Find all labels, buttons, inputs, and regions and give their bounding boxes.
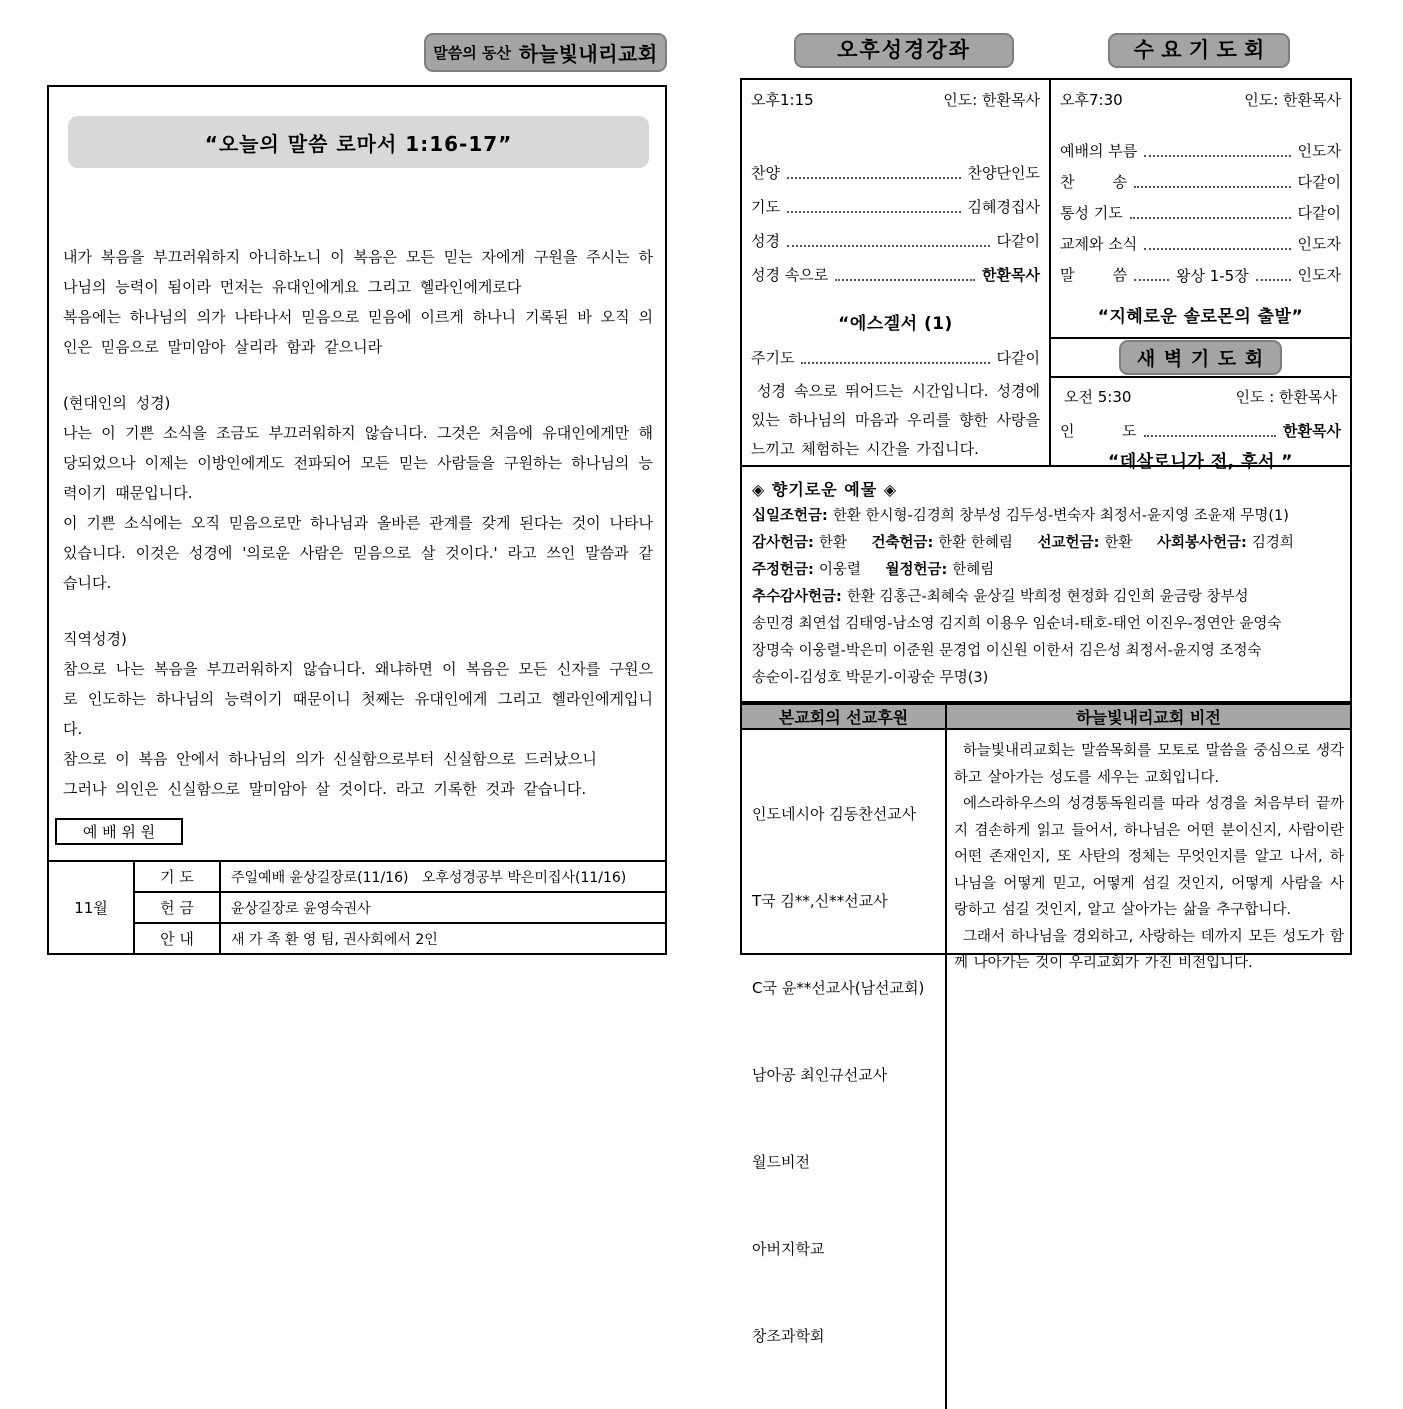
modern-version-label: (현대인의 성경) (63, 394, 171, 412)
offering-label: 월정헌금: (885, 562, 948, 578)
offering-line (752, 530, 1340, 557)
service-time: 오후7:30 (1060, 91, 1123, 109)
dawn-prayer-badge: 새 벽 기 도 회 (1119, 340, 1282, 375)
scripture-paragraph: 복음에는 하나님의 의가 나타나서 믿음으로 믿음에 이르게 하나니 기록된 바 오직 의인은 믿음으로 말미암아 살리라 함과 같으니라 (63, 308, 653, 356)
dotted-leader (787, 177, 961, 179)
program-label: 찬 송 (1060, 173, 1128, 191)
sermon-title: “에스겔서 (1) (838, 314, 953, 334)
badge-church-name: 하늘빛내리교회 (518, 42, 658, 66)
dotted-leader (1256, 279, 1291, 281)
sermon-title: “데살로니가 전, 후서 ” (1108, 452, 1293, 472)
services-grid (740, 78, 1352, 472)
offering-label: 감사헌금: (752, 535, 814, 551)
dotted-leader (835, 279, 975, 281)
committee-row-value: 새 가 족 환 영 팀, 권사회에서 2인 (231, 931, 438, 948)
dotted-leader (1144, 248, 1290, 250)
offering-line (752, 584, 1340, 611)
list-item: T국 김**,신**선교사 (752, 892, 888, 910)
offering-line: 송민경 최연섭 김태영-남소영 김지희 이용우 임순녀-태호-태언 이진우-정연안 윤영숙 (752, 616, 1282, 632)
offering-line (752, 557, 1340, 584)
committee-month-cell: 11월 (49, 862, 135, 953)
program-value: 다같이 (1297, 204, 1341, 222)
committee-row-value: 주일예배 윤상길장로(11/16) 오후성경공부 박은미집사(11/16) (231, 869, 627, 886)
dotted-leader (1134, 186, 1290, 188)
program-value: 다같이 (1297, 173, 1341, 191)
wednesday-dawn-section (1051, 80, 1350, 472)
offering-names: 한환 한시형-김경희 창부성 김두성-변숙자 최정서-윤지영 조윤재 무명(1) (832, 508, 1289, 524)
literal-version-label: 직역성경) (63, 630, 127, 648)
dotted-leader (1144, 155, 1290, 157)
program-row (1060, 233, 1341, 254)
program-label: 인 도 (1060, 422, 1137, 440)
program-row (751, 162, 1040, 183)
offerings-title: ◈ 향기로운 예물 ◈ (752, 480, 898, 499)
dotted-leader (1130, 217, 1291, 219)
program-label: 성경 속으로 (751, 266, 829, 284)
offering-label: 선교헌금: (1037, 535, 1100, 551)
program-value: 한환목사 (982, 266, 1040, 284)
table-row (135, 862, 665, 893)
dotted-leader (1134, 279, 1169, 281)
offering-names: 이웅렬 (818, 562, 861, 578)
scripture-paragraph: 내가 복음을 부끄러워하지 아니하노니 이 복음은 모든 믿는 자에게 구원을 주시는 하나님의 능력이 됨이라 먼저는 유대인에게요 그리고 헬라인에게로다 (63, 248, 653, 296)
program-row (751, 264, 1040, 285)
list-item: C국 윤**선교사(남선교회) (752, 979, 925, 997)
program-label: 말 씀 (1060, 266, 1128, 284)
committee-row-value: 윤상길장로 윤영숙권사 (231, 900, 371, 917)
offerings-section (740, 467, 1352, 703)
program-label: 통성 기도 (1060, 204, 1123, 222)
committee-row-label: 안 내 (135, 924, 221, 953)
offering-names: 한환 (1104, 535, 1133, 551)
program-label: 예배의 부름 (1060, 142, 1138, 160)
program-value: 인도자 (1297, 142, 1341, 160)
todays-word-title: “오늘의 말씀 로마서 1:16-17” (68, 116, 649, 168)
committee-row-label: 기 도 (135, 862, 221, 891)
mission-vision-table (740, 703, 1352, 1345)
program-value: 한환목사 (1283, 422, 1341, 440)
dotted-leader (787, 211, 961, 213)
literal-version-paragraph: 그러나 의인은 신실함으로 말미암아 살 것이다. 라고 기록한 것과 같습니다. (63, 780, 587, 798)
program-value: 인도자 (1297, 235, 1341, 253)
service-time: 오전 5:30 (1064, 388, 1132, 406)
vision-paragraph: 하늘빛내리교회는 말씀목회를 모토로 말씀을 중심으로 생각하고 살아가는 성도를 세우는 교회입니다. (954, 743, 1344, 786)
program-value: 인도자 (1297, 266, 1342, 284)
offering-names: 한혜림 (952, 562, 995, 578)
program-value: 다같이 (996, 232, 1040, 250)
offering-line (752, 503, 1340, 530)
program-label: 기도 (751, 198, 780, 216)
program-label: 주기도 (751, 349, 795, 367)
list-item: 월드비전 (752, 1153, 810, 1171)
offering-label: 사회봉사헌금: (1157, 535, 1247, 551)
offering-label: 추수감사헌금: (752, 589, 842, 605)
sermon-title: “지혜로운 솔로몬의 출발” (1097, 307, 1304, 327)
dotted-leader (801, 362, 989, 364)
class-description: 성경 속으로 뛰어드는 시간입니다. 성경에 있는 하나님의 마음과 우리를 향한 사랑을 느끼고 체험하는 시간을 가집니다. (751, 382, 1040, 458)
program-row (1060, 202, 1341, 223)
offering-label: 주정헌금: (752, 562, 814, 578)
offering-label: 십일조헌금: (752, 508, 828, 524)
mission-support-list (742, 730, 947, 1409)
church-vision-header: 하늘빛내리교회 비전 (947, 705, 1350, 728)
offering-names: 한환 한혜림 (938, 535, 1013, 551)
service-time: 오후1:15 (751, 91, 814, 109)
program-scripture-ref: 왕상 1-5장 (1175, 267, 1249, 285)
dotted-leader (787, 245, 990, 247)
list-item: 창조과학회 (752, 1327, 825, 1345)
list-item: 아버지학교 (752, 1240, 825, 1258)
committee-row-label: 헌 금 (135, 893, 221, 922)
afternoon-bible-class-section (742, 80, 1051, 465)
offering-line: 송순이-김성호 박문기-이광순 무명(3) (752, 670, 989, 686)
list-item: 남아공 최인규선교사 (752, 1066, 888, 1084)
service-leader: 인도: 한환목사 (943, 91, 1040, 109)
program-label: 교제와 소식 (1060, 235, 1138, 253)
table-header-row (742, 705, 1350, 730)
program-value: 다같이 (996, 349, 1040, 367)
literal-version-paragraph: 참으로 이 복음 안에서 하나님의 의가 신실함으로부터 신실함으로 드러났으니 (63, 750, 597, 768)
service-leader: 인도: 한환목사 (1244, 91, 1341, 109)
mission-support-header: 본교회의 선교후원 (742, 705, 947, 728)
program-row (751, 347, 1040, 368)
program-label: 성경 (751, 232, 780, 250)
list-item: 인도네시아 김동찬선교사 (752, 805, 917, 823)
afternoon-bible-class-badge: 오후성경강좌 (794, 33, 1014, 68)
badge-subtitle: 말씀의 동산 (433, 44, 511, 62)
offering-line: 장명숙 이웅렬-박은미 이준원 문경업 이신원 이한서 김은성 최정서-윤지영 조정숙 (752, 643, 1262, 659)
table-row (135, 893, 665, 924)
vision-paragraph: 그래서 하나님을 경외하고, 사랑하는 데까지 모든 성도가 함께 나아가는 것이 우리교회가 가진 비전입니다. (954, 928, 1344, 971)
program-row (751, 196, 1040, 217)
modern-version-paragraph: 이 기쁜 소식에는 오직 믿음으로만 하나님과 올바른 관계를 갖게 된다는 것이 나타나 있습니다. 이것은 성경에 '의로운 사람은 믿음으로 살 것이다.' 라고 쓰인 말씀과 같습니다. (63, 514, 653, 592)
wednesday-prayer-badge: 수 요 기 도 회 (1108, 33, 1290, 68)
program-row (751, 230, 1040, 251)
program-value: 김혜경집사 (967, 198, 1040, 216)
offering-names: 한환 김홍근-최혜숙 윤상길 박희정 현정화 김인희 윤금랑 창부성 (846, 589, 1249, 605)
offering-label: 건축헌금: (871, 535, 934, 551)
service-leader: 인도 : 한환목사 (1235, 388, 1337, 406)
program-row (1060, 171, 1341, 192)
offering-names: 한환 (818, 535, 847, 551)
worship-committee-label: 예 배 위 원 (55, 818, 183, 845)
dawn-prayer-header-row (1051, 337, 1350, 378)
program-row (1060, 140, 1341, 161)
program-row (1060, 420, 1341, 441)
vision-paragraph: 에스라하우스의 성경통독원리를 따라 성경을 처음부터 끝까지 겸손하게 읽고 들어서, 하나님은 어떤 분이신지, 사람이란 어떤 존재인지, 또 사탄의 정체는 무엇인지를 알고 나서, 하나님을 어떻게 믿고, 어떻게 섬길 것인지, 어떻게 사람을 사랑하고 섬길 것인지, 알고 살아가는 삶을 추구합니다. (954, 796, 1344, 918)
literal-version-paragraph: 참으로 나는 복음을 부끄러워하지 않습니다. 왜냐하면 이 복음은 모든 신자를 구원으로 인도하는 하나님의 능력이기 때문이니 첫째는 유대인에게 그리고 헬라인에게입니다. (63, 660, 653, 738)
program-value: 찬양단인도 (967, 164, 1040, 182)
scripture-body (63, 242, 653, 804)
program-label: 찬양 (751, 164, 780, 182)
church-vision-text (947, 730, 1350, 1409)
left-page (47, 85, 667, 955)
offering-names: 김경희 (1251, 535, 1294, 551)
program-row (1060, 264, 1341, 285)
dotted-leader (1144, 435, 1276, 437)
table-row (135, 924, 665, 953)
worship-committee-table (47, 860, 667, 955)
modern-version-paragraph: 나는 이 기쁜 소식을 조금도 부끄러워하지 않습니다. 그것은 처음에 유대인에게만 해당되었으나 이제는 이방인에게도 전파되어 모든 믿는 사람들을 구원하는 하나님의 능력이기 때문입니다. (63, 424, 653, 502)
church-name-badge (424, 33, 667, 72)
